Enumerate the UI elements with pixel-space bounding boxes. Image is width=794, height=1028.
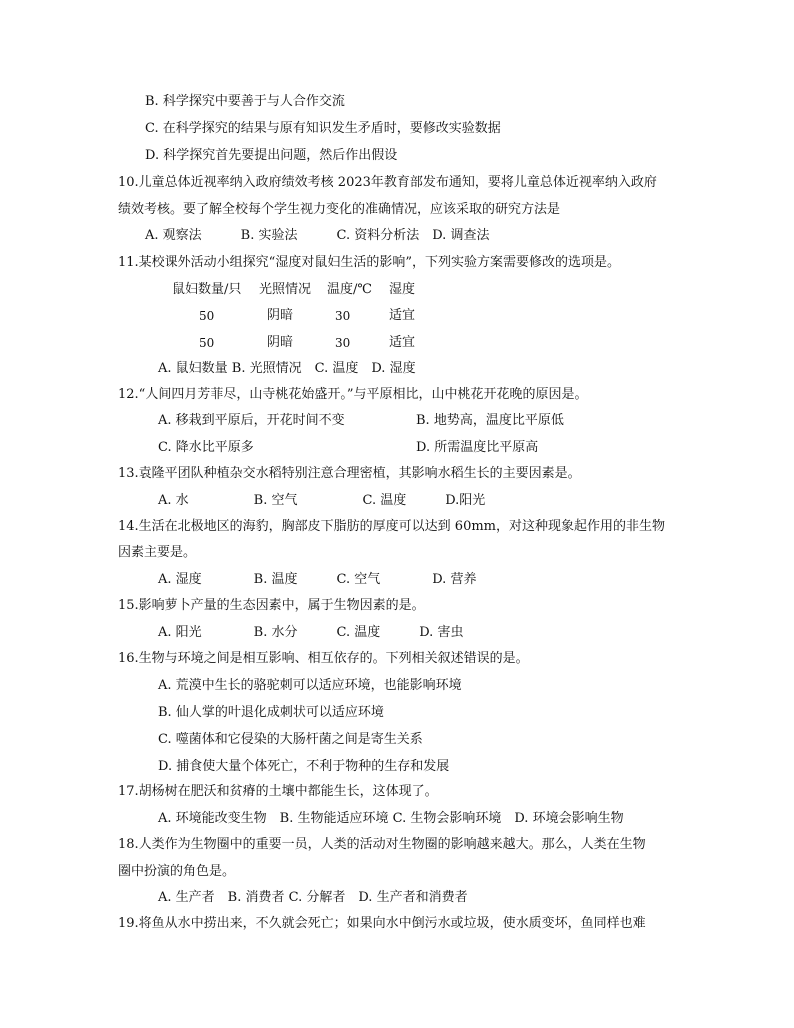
question-12-option-d: D. 所需温度比平原高 <box>416 440 539 455</box>
option-c: C. 在科学探究的结果与原有知识发生矛盾时，要修改实验数据 <box>145 121 501 136</box>
table-cell: 适宜 <box>389 308 416 323</box>
question-11-options: A. 鼠妇数量 B. 光照情况 C. 温度 D. 湿度 <box>158 361 416 376</box>
table-cell: 30 <box>335 336 351 350</box>
table-cell: 50 <box>199 336 215 350</box>
question-14-options: A. 湿度 B. 温度 C. 空气 D. 营养 <box>158 572 477 587</box>
question-16-option-d: D. 捕食使大量个体死亡，不利于物种的生存和发展 <box>158 759 450 774</box>
question-15-options: A. 阳光 B. 水分 C. 温度 D. 害虫 <box>158 625 464 640</box>
question-18-line-1: 18.人类作为生物圈中的重要一员，人类的活动对生物圈的影响越来越大。那么，人类在生物 <box>118 837 646 852</box>
option-b: B. 科学探究中要善于与人合作交流 <box>145 94 345 109</box>
table-cell: 30 <box>335 309 351 323</box>
question-10-options: A. 观察法 B. 实验法 C. 资料分析法 D. 调查法 <box>145 228 490 243</box>
question-12-option-c: C. 降水比平原多 <box>158 440 254 455</box>
question-18-options: A. 生产者 B. 消费者 C. 分解者 D. 生产者和消费者 <box>158 890 468 905</box>
question-16-option-c: C. 噬菌体和它侵染的大肠杆菌之间是寄生关系 <box>158 732 423 747</box>
table-header-light: 光照情况 <box>259 282 312 297</box>
table-header-temperature: 温度/℃ <box>327 282 372 297</box>
question-16-option-b: B. 仙人掌的叶退化成刺状可以适应环境 <box>158 705 384 720</box>
question-12: 12.“人间四月芳菲尽，山寺桃花始盛开。”与平原相比，山中桃花开花晚的原因是。 <box>118 387 588 402</box>
table-header-humidity: 湿度 <box>389 282 416 297</box>
question-15: 15.影响萝卜产量的生态因素中，属于生物因素的是。 <box>118 598 425 613</box>
question-12-option-a: A. 移栽到平原后，开花时间不变 <box>158 413 345 428</box>
question-16: 16.生物与环境之间是相互影响、相互依存的。下列相关叙述错误的是。 <box>118 651 529 666</box>
question-10-line-2: 绩效考核。要了解全校每个学生视力变化的准确情况，应该采取的研究方法是 <box>118 202 561 217</box>
table-header-count: 鼠妇数量/只 <box>172 282 242 297</box>
question-13-options: A. 水 B. 空气 C. 温度 D.阳光 <box>158 493 486 508</box>
question-17: 17.胡杨树在肥沃和贫瘠的土壤中都能生长，这体现了。 <box>118 784 438 799</box>
table-cell: 阴暗 <box>267 308 294 323</box>
question-10-line-1: 10.儿童总体近视率纳入政府绩效考核 2023年教育部发布通知，要将儿童总体近视率纳入政府 <box>118 175 657 190</box>
table-cell: 阴暗 <box>267 335 294 350</box>
question-14-line-2: 因素主要是。 <box>118 545 197 560</box>
question-14-line-1: 14.生活在北极地区的海豹，胸部皮下脂肪的厚度可以达到 60mm，对这种现象起作用的非生物 <box>118 519 666 534</box>
question-19-line-1: 19.将鱼从水中捞出来，不久就会死亡；如果向水中倒污水或垃圾，使水质变坏，鱼同样也难 <box>118 916 646 931</box>
question-17-options: A. 环境能改变生物 B. 生物能适应环境 C. 生物会影响环境 D. 环境会影响生物 <box>158 811 624 826</box>
question-18-line-2: 圈中扮演的角色是。 <box>118 864 236 879</box>
question-13: 13.袁隆平团队种植杂交水稻特别注意合理密植，其影响水稻生长的主要因素是。 <box>118 466 581 481</box>
option-d: D. 科学探究首先要提出问题，然后作出假设 <box>145 148 398 163</box>
question-16-option-a: A. 荒漠中生长的骆驼刺可以适应环境，也能影响环境 <box>158 678 462 693</box>
table-cell: 50 <box>199 309 215 323</box>
question-11: 11.某校课外活动小组探究“湿度对鼠妇生活的影响”，下列实验方案需要修改的选项是。 <box>118 255 620 270</box>
table-cell: 适宜 <box>389 335 416 350</box>
question-12-option-b: B. 地势高，温度比平原低 <box>416 413 564 428</box>
